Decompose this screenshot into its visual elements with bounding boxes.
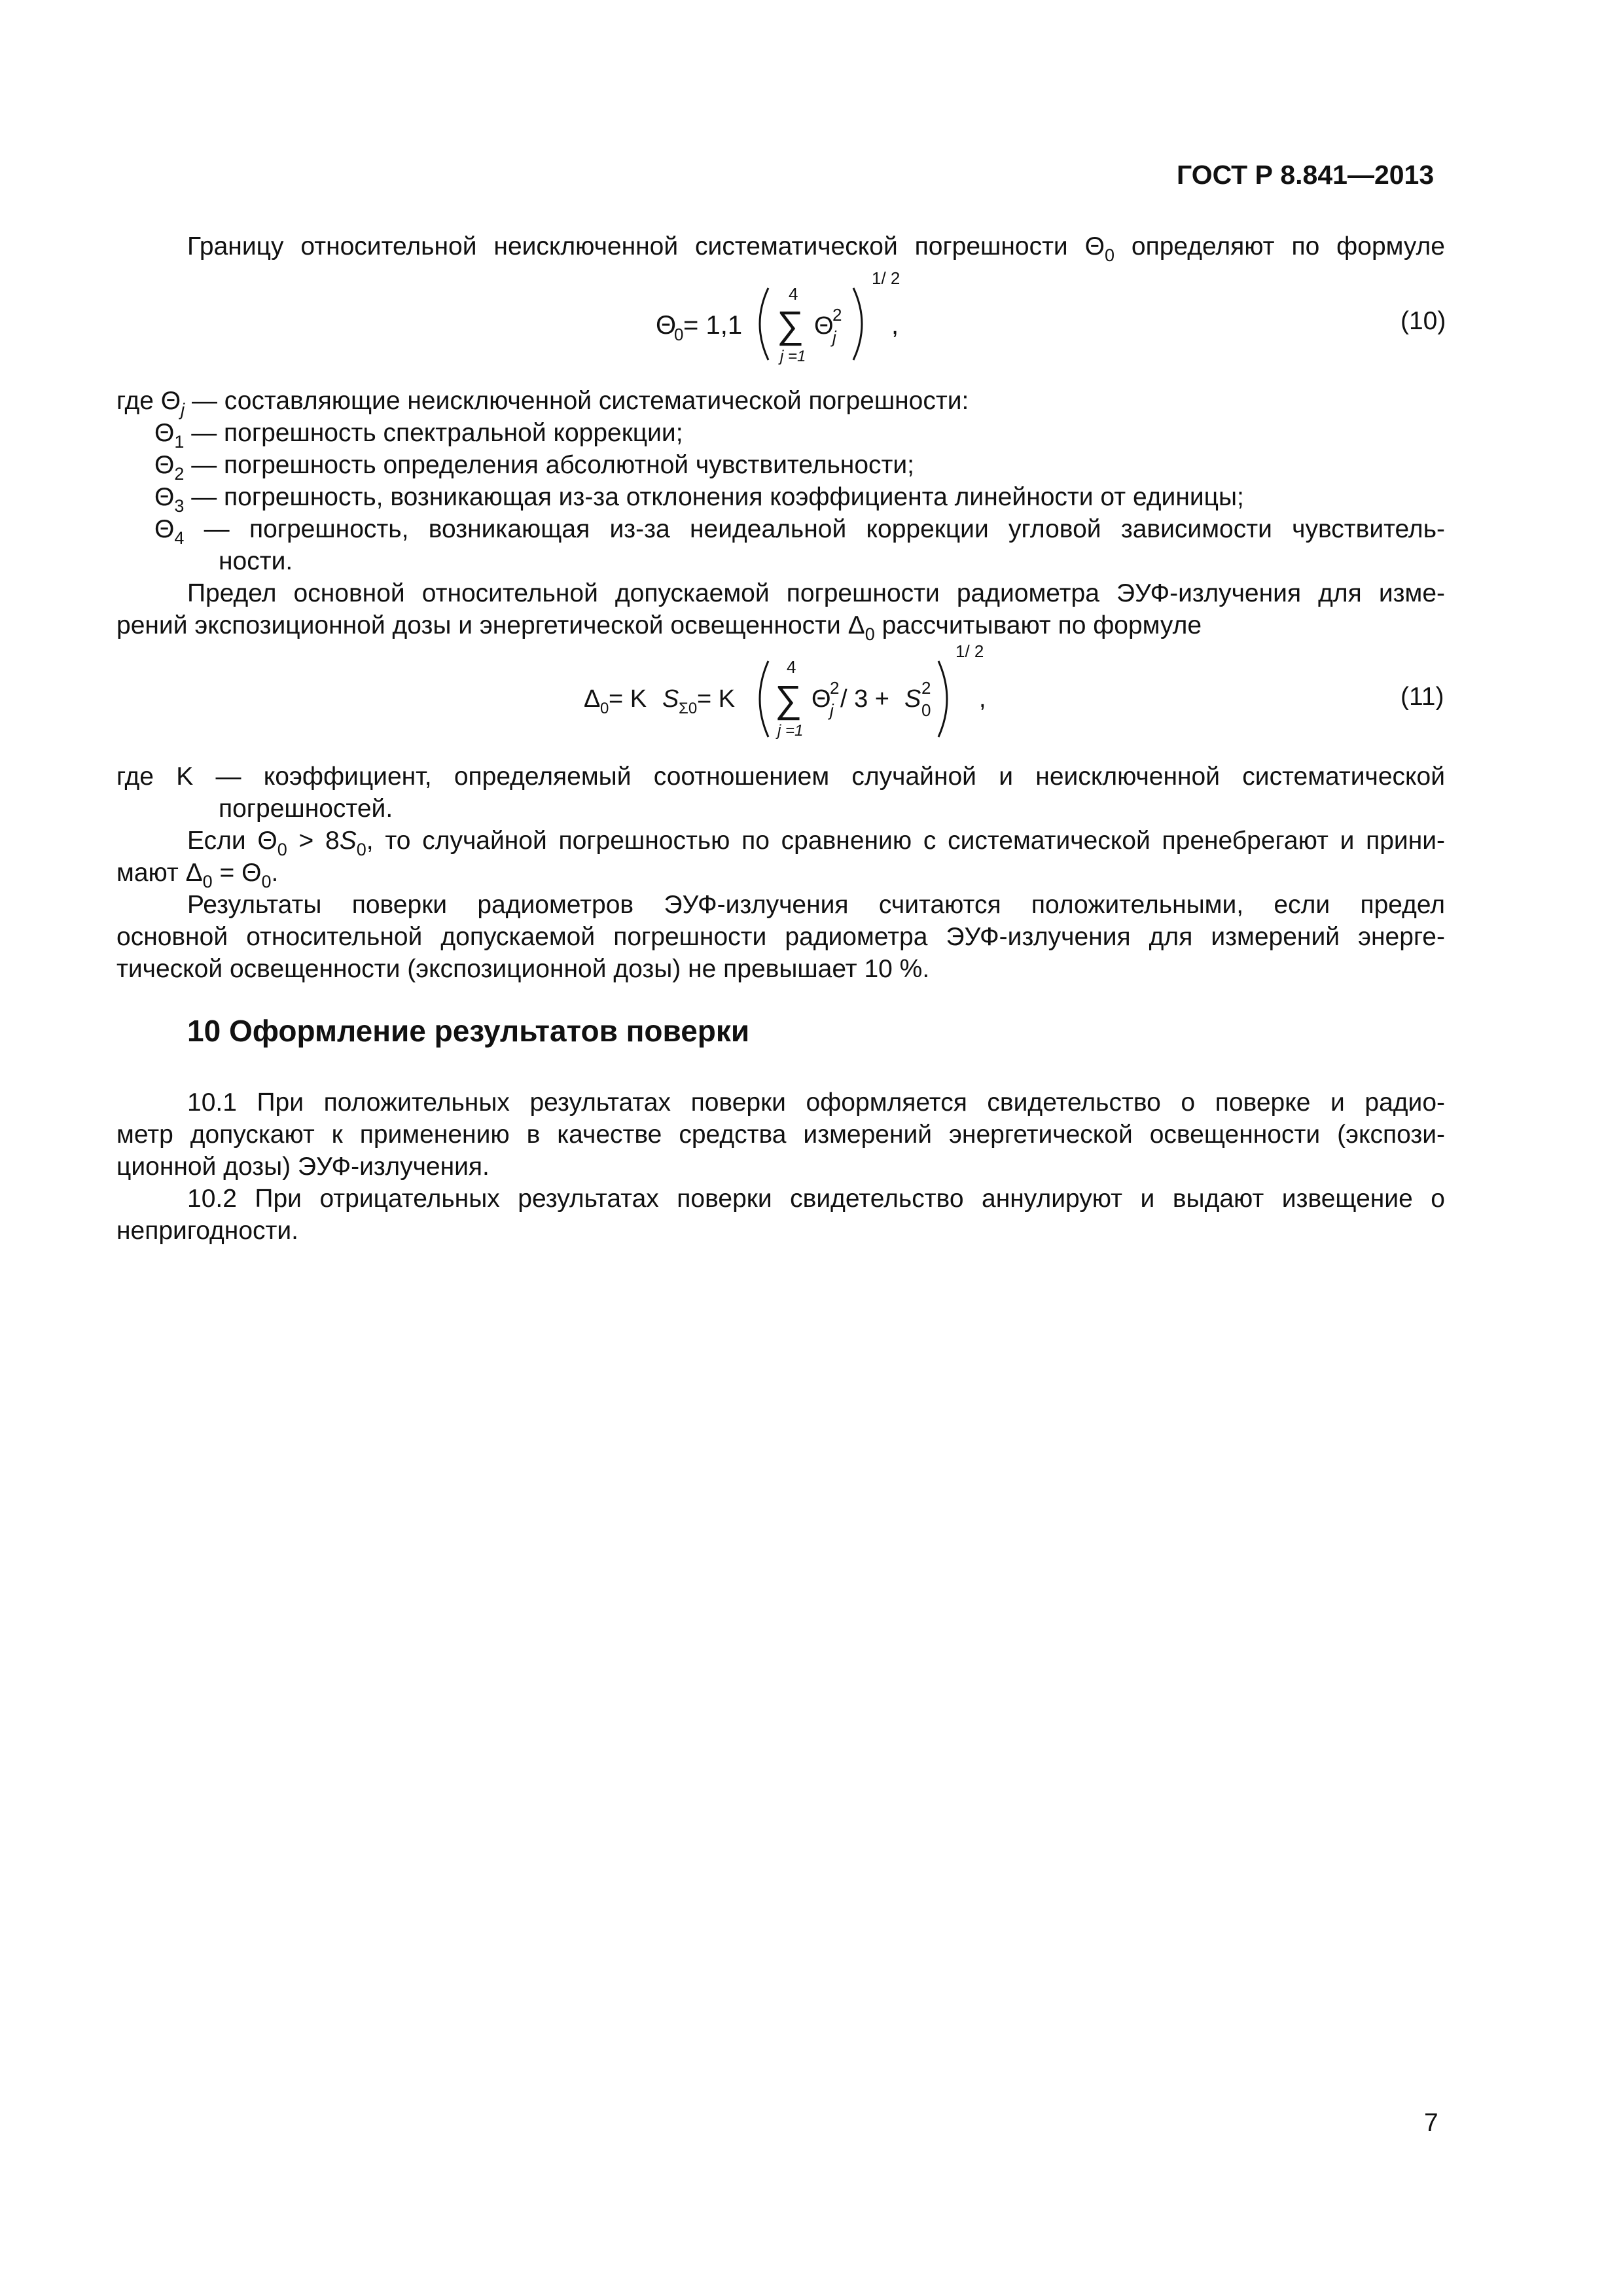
delta-symbol: Δ: [847, 611, 865, 639]
formula10-lhs: Θ: [656, 311, 677, 340]
theta-subscript: 2: [174, 464, 185, 484]
formula11-lhs-sub: 0: [600, 700, 609, 717]
where-theta-j-text: — составляющие неисключенной систематической погрешности:: [185, 387, 969, 415]
intro-text-before: Границу относительной неисключенной систематической погрешности: [187, 232, 1085, 260]
result-paragraph-line1: Результаты поверки радиометров ЭУФ-излучения считаются положительными, если предел: [187, 891, 1445, 919]
if-text-a: Если: [187, 827, 258, 855]
theta-symbol: Θ: [154, 483, 175, 511]
formula11-sigma: ∑: [775, 678, 802, 721]
formula10-left-paren: [760, 288, 768, 360]
limit-paragraph-line1: Предел основной относительной допускаемой погрешности радиометра ЭУФ-излучения для изме-: [187, 579, 1445, 607]
result-paragraph-line2: основной относительной допускаемой погрешности радиометра ЭУФ-излучения для измерений энерге-: [116, 923, 1445, 951]
formula11-term: Θ: [812, 685, 831, 713]
formula11-div: / 3 +: [840, 685, 889, 713]
formula10-exponent: 1/ 2: [872, 268, 901, 288]
delta-symbol: Δ: [185, 859, 203, 887]
theta-subscript: 1: [174, 432, 185, 452]
list-item: [154, 449, 914, 484]
formula-11: [563, 641, 1034, 756]
p10-1-line1: 10.1 При положительных результатах поверки оформляется свидетельство о поверке и радио-: [187, 1088, 1445, 1117]
theta-symbol: Θ: [154, 515, 175, 543]
p10-1-line2: метр допускают к применению в качестве средства измерений энергетической освещенности (экспози-: [116, 1121, 1445, 1149]
if-text-f: .: [271, 859, 279, 887]
formula10-right-paren: [853, 288, 862, 360]
formula11-left-paren: [760, 661, 768, 737]
theta-subscript: 0: [277, 840, 287, 859]
formula11-lhs: Δ: [584, 685, 601, 713]
formula11-term-sub: j: [830, 700, 834, 720]
formula10-term-sup: 2: [832, 305, 842, 325]
section-heading: 10 Оформление результатов поверки: [187, 1014, 750, 1048]
formula-10: [628, 262, 995, 383]
formula11-s-sub: Σ0: [679, 700, 698, 717]
intro-text-after: определяют по формуле: [1115, 232, 1445, 260]
limit-text-before: рений экспозиционной дозы и энергетической освещенности: [116, 611, 848, 639]
list-item-text: — погрешность, возникающая из-за неидеальной коррекции угловой зависимости чувствитель-: [184, 515, 1445, 543]
theta-subscript: 0: [261, 872, 272, 891]
formula10-eq: = 1,1: [683, 311, 743, 340]
delta-subscript: 0: [865, 624, 875, 644]
limit-paragraph-line2: [116, 609, 1202, 644]
if-text-b: > 8: [287, 827, 340, 855]
if-paragraph-line2: [116, 857, 278, 891]
formula10-term: Θ: [814, 312, 834, 340]
page-number: 7: [1424, 2109, 1438, 2137]
if-text-e: =: [212, 859, 242, 887]
theta-symbol: Θ: [241, 859, 262, 887]
theta-symbol: Θ: [1084, 232, 1105, 260]
where-k-line1: где K — коэффициент, определяемый соотношением случайной и неисключенной систематической: [116, 762, 1445, 791]
if-paragraph-line1: [187, 825, 1445, 859]
formula11-eq1: = K: [609, 685, 647, 713]
where-theta-j: [116, 385, 969, 420]
theta-j-subscript: j: [181, 400, 185, 420]
where-prefix: где: [116, 387, 161, 415]
formula11-s2: S: [904, 685, 921, 713]
where-k-line2: погрешностей.: [219, 795, 393, 823]
p10-2-line1: 10.2 При отрицательных результатах поверки свидетельство аннулируют и выдают извещение о: [187, 1185, 1445, 1213]
list-item-text: — погрешность, возникающая из-за отклонения коэффициента линейности от единицы;: [184, 483, 1244, 511]
formula11-number: (11): [1400, 683, 1444, 711]
if-text-c: , то случайной погрешностью по сравнению с систематической пренебрегают и прини-: [366, 827, 1446, 855]
theta-symbol: Θ: [154, 419, 175, 447]
formula11-sum-bottom: j =1: [777, 722, 804, 740]
formula11-s2-sub: 0: [921, 700, 931, 720]
formula10-sum-top: 4: [789, 284, 798, 304]
list-item: [154, 417, 683, 452]
formula10-sum-bottom: j =1: [780, 348, 806, 365]
formula10-lhs-sub: 0: [674, 325, 684, 344]
result-paragraph-line3: тической освещенности (экспозиционной дозы) не превышает 10 %.: [116, 955, 930, 983]
formula10-number: (10): [1400, 307, 1446, 335]
s-subscript: 0: [356, 840, 366, 859]
theta-symbol: Θ: [257, 827, 277, 855]
list-item: [154, 481, 1244, 516]
list-item-continuation: ности.: [219, 547, 293, 575]
formula11-term-sup: 2: [830, 678, 840, 698]
list-item-text: — погрешность определения абсолютной чувствительности;: [184, 451, 914, 479]
delta-subscript: 0: [202, 872, 213, 891]
theta-symbol: Θ: [154, 451, 175, 479]
p10-1-line3: ционной дозы) ЭУФ-излучения.: [116, 1153, 490, 1181]
theta-subscript: 3: [174, 496, 185, 516]
s-symbol: S: [339, 827, 357, 855]
list-item-text: — погрешность спектральной коррекции;: [184, 419, 683, 447]
formula11-sum-top: 4: [787, 657, 796, 677]
theta-subscript: 4: [174, 528, 185, 548]
formula11-exponent: 1/ 2: [955, 641, 984, 661]
formula11-eq2: = K: [697, 685, 736, 713]
formula11-s2-sup: 2: [921, 678, 931, 698]
list-item: [154, 513, 1445, 548]
theta-j-symbol: Θ: [160, 387, 181, 415]
formula11-comma: ,: [979, 685, 986, 713]
if-text-d: мают: [116, 859, 186, 887]
theta-subscript: 0: [1104, 245, 1115, 265]
formula11-s: S: [662, 685, 679, 713]
formula10-sigma: ∑: [777, 304, 804, 346]
document-header: ГОСТ Р 8.841—2013: [1177, 160, 1435, 190]
p10-2-line2: непригодности.: [116, 1217, 298, 1245]
intro-paragraph: [187, 230, 1445, 265]
formula10-term-sub: j: [832, 327, 836, 347]
formula11-right-paren: [938, 661, 947, 737]
limit-text-after: рассчитывают по формуле: [874, 611, 1202, 639]
formula10-comma: ,: [891, 311, 899, 340]
